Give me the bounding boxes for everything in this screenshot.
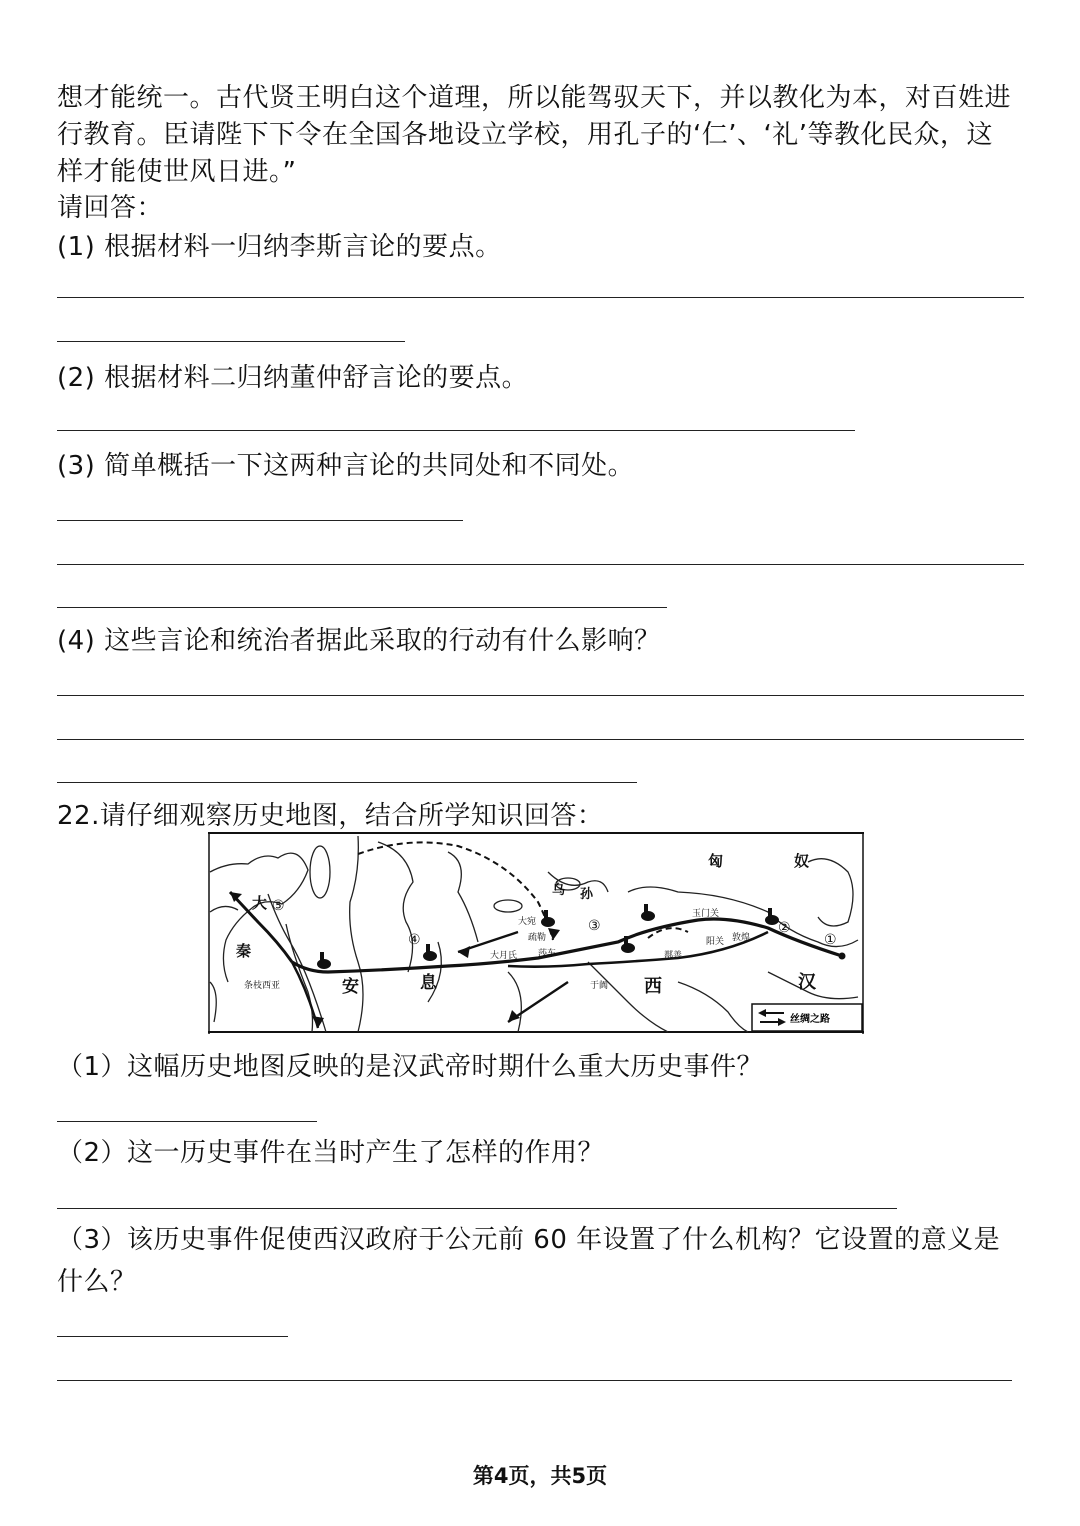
q21-question-2: (2) 根据材料二归纳董仲舒言论的要点。: [57, 363, 529, 393]
answer-prompt: 请回答：: [57, 193, 164, 223]
q22-question-2: （2）这一历史事件在当时产生了怎样的作用？: [57, 1138, 605, 1168]
map-label-an: 安: [342, 977, 359, 997]
answer-line[interactable]: [57, 520, 463, 521]
map-marker-3: ③: [588, 918, 601, 934]
map-label-sun: 孙: [580, 887, 594, 902]
map-label-yutian: 于阗: [590, 981, 609, 991]
map-label-shanshan: 鄯善: [664, 951, 683, 961]
answer-line[interactable]: [57, 782, 637, 783]
map-label-tiaozhi: 条枝西亚: [244, 981, 281, 991]
map-label-xiongnu-2: 奴: [794, 852, 810, 870]
answer-line[interactable]: [57, 341, 405, 342]
passage-line-1: 想才能统一。古代贤王明白这个道理，所以能驾驭天下，并以教化为本，对百姓进: [57, 83, 1012, 113]
passage-line-3: 样才能使世风日进。”: [57, 157, 297, 187]
answer-line[interactable]: [57, 564, 1024, 565]
answer-line[interactable]: [57, 1208, 897, 1209]
map-label-xiongnu-1: 匈: [708, 852, 724, 870]
answer-line[interactable]: [57, 1380, 1012, 1381]
q22-title: 22.请仔细观察历史地图，结合所学知识回答：: [57, 801, 604, 831]
map-marker-1: ①: [824, 932, 837, 948]
answer-line[interactable]: [57, 430, 855, 431]
passage-line-2: 行教育。臣请陛下下令在全国各地设立学校，用孔子的‘仁’、‘礼’等教化民众，这: [57, 120, 994, 150]
silk-road-map: [208, 832, 864, 1034]
map-label-dayuezhi: 大月氏: [490, 951, 518, 961]
map-label-shache: 莎车: [538, 949, 557, 959]
map-label-yangguan: 阳关: [706, 937, 725, 947]
answer-line[interactable]: [57, 739, 1024, 740]
q22-question-3-line-2: 什么？: [57, 1267, 137, 1297]
map-marker-4: ④: [408, 932, 421, 948]
map-marker-5: ⑤: [272, 898, 285, 914]
map-label-qin: 秦: [236, 942, 252, 960]
answer-line[interactable]: [57, 1121, 317, 1122]
answer-line[interactable]: [57, 695, 1024, 696]
legend-label: 丝绸之路: [790, 1014, 830, 1025]
map-label-da: 大: [252, 894, 268, 912]
answer-line[interactable]: [57, 1336, 288, 1337]
map-legend: [752, 1004, 862, 1031]
map-marker-2: ②: [778, 920, 791, 936]
answer-line[interactable]: [57, 607, 667, 608]
answer-line[interactable]: [57, 297, 1024, 298]
q22-question-3-line-1: （3）该历史事件促使西汉政府于公元前 60 年设置了什么机构？它设置的意义是: [57, 1225, 1001, 1255]
map-label-xi-region: 西: [644, 976, 662, 997]
map-label-dunhuang: 敦煌: [732, 933, 751, 943]
q21-question-1: (1) 根据材料一归纳李斯言论的要点。: [57, 232, 502, 262]
q22-question-1: （1）这幅历史地图反映的是汉武帝时期什么重大历史事件？: [57, 1052, 764, 1082]
map-label-yumenguan: 玉门关: [692, 909, 720, 919]
q21-question-3: (3) 简单概括一下这两种言论的共同处和不同处。: [57, 451, 635, 481]
map-label-han: 汉: [798, 972, 816, 993]
map-label-dayuan: 大宛: [518, 917, 537, 927]
map-label-xi: 息: [420, 973, 437, 993]
map-label-wu: 乌: [552, 883, 566, 898]
page-footer: 第4页，共5页: [472, 1464, 608, 1488]
map-label-shule: 疏勒: [528, 933, 547, 943]
q21-question-4: (4) 这些言论和统治者据此采取的行动有什么影响？: [57, 626, 661, 656]
